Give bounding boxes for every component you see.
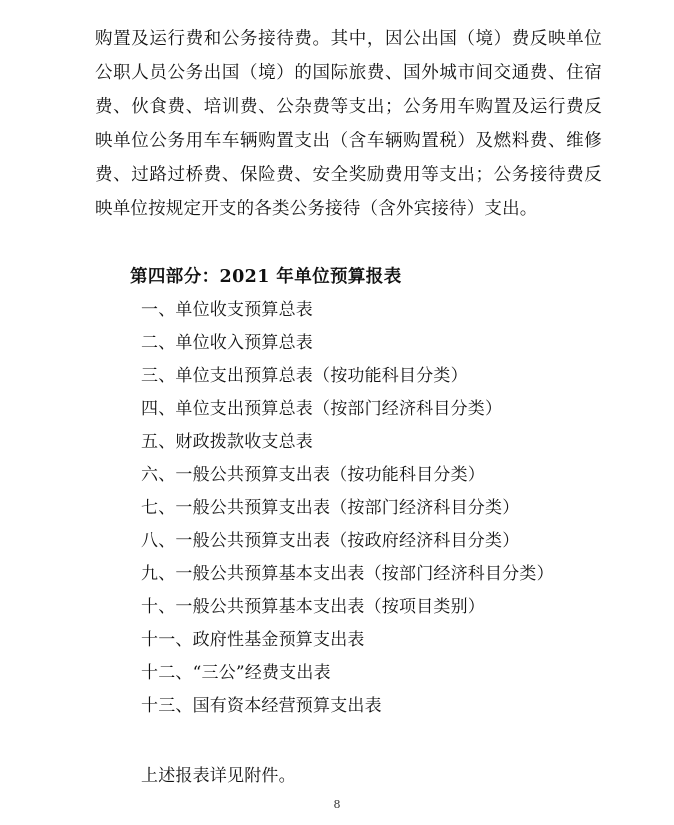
list-item: 八、一般公共预算支出表（按政府经济科目分类） [141,531,520,551]
list-item: 六、一般公共预算支出表（按功能科目分类） [141,465,485,485]
section-heading: 第四部分：2021 年单位预算报表 [130,267,402,287]
list-item: 五、财政拨款收支总表 [141,432,313,452]
closing-note: 上述报表详见附件。 [141,766,296,786]
list-item: 十、一般公共预算基本支出表（按项目类别） [141,597,485,617]
page-number: 8 [333,798,341,811]
list-spacer [95,723,602,743]
list-item: 一、单位收支预算总表 [141,300,313,320]
list-item: 四、单位支出预算总表（按部门经济科目分类） [141,399,503,419]
list-item: 十一、政府性基金预算支出表 [141,630,365,650]
list-item: 七、一般公共预算支出表（按部门经济科目分类） [141,498,520,518]
list-item: 十二、“三公”经费支出表 [141,663,331,683]
list-item: 十三、国有资本经营预算支出表 [141,696,382,716]
list-item: 九、一般公共预算基本支出表（按部门经济科目分类） [141,564,554,584]
list-item: 二、单位收入预算总表 [141,333,313,353]
report-list [95,294,602,723]
list-item: 三、单位支出预算总表（按功能科目分类） [141,366,468,386]
body-paragraph: 购置及运行费和公务接待费。其中，因公出国（境）费反映单位公职人员公务出国（境）的国际旅费、国外城市间交通费、住宿费、伙食费、培训费、公杂费等支出；公务用车购置及运行费反映单位公务用车车辆购置支出（含车辆购置税）及燃料费、维修费、过路过桥费、保险费、安全奖励费用等支出；公务接待费反映单位按规定开支的各类公务接待（含外宾接待）支出。 [95,29,602,219]
paragraph-spacer [95,226,602,260]
